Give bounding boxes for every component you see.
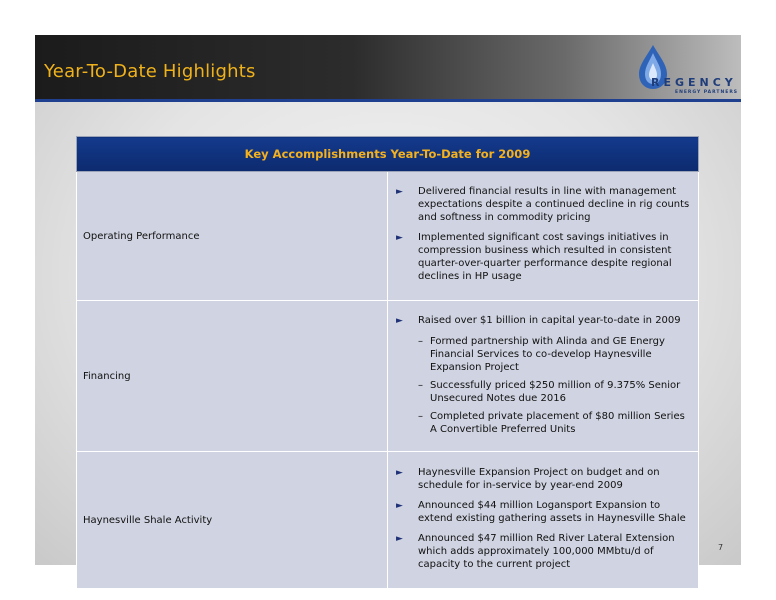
logo-subtext: ENERGY PARTNERS xyxy=(675,90,739,95)
regency-logo xyxy=(633,43,739,97)
row-content xyxy=(388,301,699,452)
table-row xyxy=(77,301,699,452)
slide-header xyxy=(35,35,741,99)
sub-bullet-item: – Successfully priced $250 million of 9.375% Senior Unsecured Notes due 2016 xyxy=(418,380,681,404)
slide-title: Year-To-Date Highlights xyxy=(44,61,256,82)
table-heading: Key Accomplishments Year-To-Date for 2009 xyxy=(77,137,699,172)
accomplishments-table xyxy=(76,136,699,589)
slide xyxy=(35,35,741,570)
row-content xyxy=(388,452,699,589)
table-row xyxy=(77,452,699,589)
arrow-bullet-icon: ► xyxy=(396,233,403,243)
arrow-bullet-icon: ► xyxy=(396,467,403,478)
bullet-item: ► Announced $44 million Logansport Expansion to extend existing gathering assets in Haynesville Shale xyxy=(396,499,686,524)
arrow-bullet-icon: ► xyxy=(396,533,403,544)
arrow-bullet-icon: ► xyxy=(396,316,403,326)
dash-bullet-icon: – xyxy=(418,380,423,391)
arrow-bullet-icon: ► xyxy=(396,500,403,511)
sub-bullet-item: – Completed private placement of $80 million Series A Convertible Preferred Units xyxy=(418,411,685,435)
logo-wordmark: REGENCY xyxy=(651,76,737,89)
bullet-item: ► Announced $47 million Red River Lateral Extension which adds approximately 100,000 MMbtu/d of capacity to the current project xyxy=(396,532,675,570)
row-label-financing: Financing xyxy=(77,301,388,452)
table-row xyxy=(77,172,699,301)
dash-bullet-icon: – xyxy=(418,411,423,422)
bullet-item: ► Raised over $1 billion in capital year-to-date in 2009 xyxy=(396,315,681,326)
page-number: 7 xyxy=(718,543,724,552)
bullet-item: ► Implemented significant cost savings initiatives in compression business which resulted in consistent quarter-over-quarter performance despite regional declines in HP usage xyxy=(396,232,672,282)
header-rule xyxy=(35,99,741,102)
sub-bullet-item: – Formed partnership with Alinda and GE Energy Financial Services to co-develop Haynesville Expansion Project xyxy=(418,336,665,373)
bullet-item: ► Delivered financial results in line with management expectations despite a continued decline in rig counts and softness in commodity pricing xyxy=(396,186,690,223)
row-content xyxy=(388,172,699,301)
row-label-haynesville-shale-activity: Haynesville Shale Activity xyxy=(77,452,388,589)
arrow-bullet-icon: ► xyxy=(396,187,403,197)
dash-bullet-icon: – xyxy=(418,336,423,347)
bullet-item: ► Haynesville Expansion Project on budget and on schedule for in-service by year-end 2009 xyxy=(396,466,660,491)
row-label-operating-performance: Operating Performance xyxy=(77,172,388,301)
